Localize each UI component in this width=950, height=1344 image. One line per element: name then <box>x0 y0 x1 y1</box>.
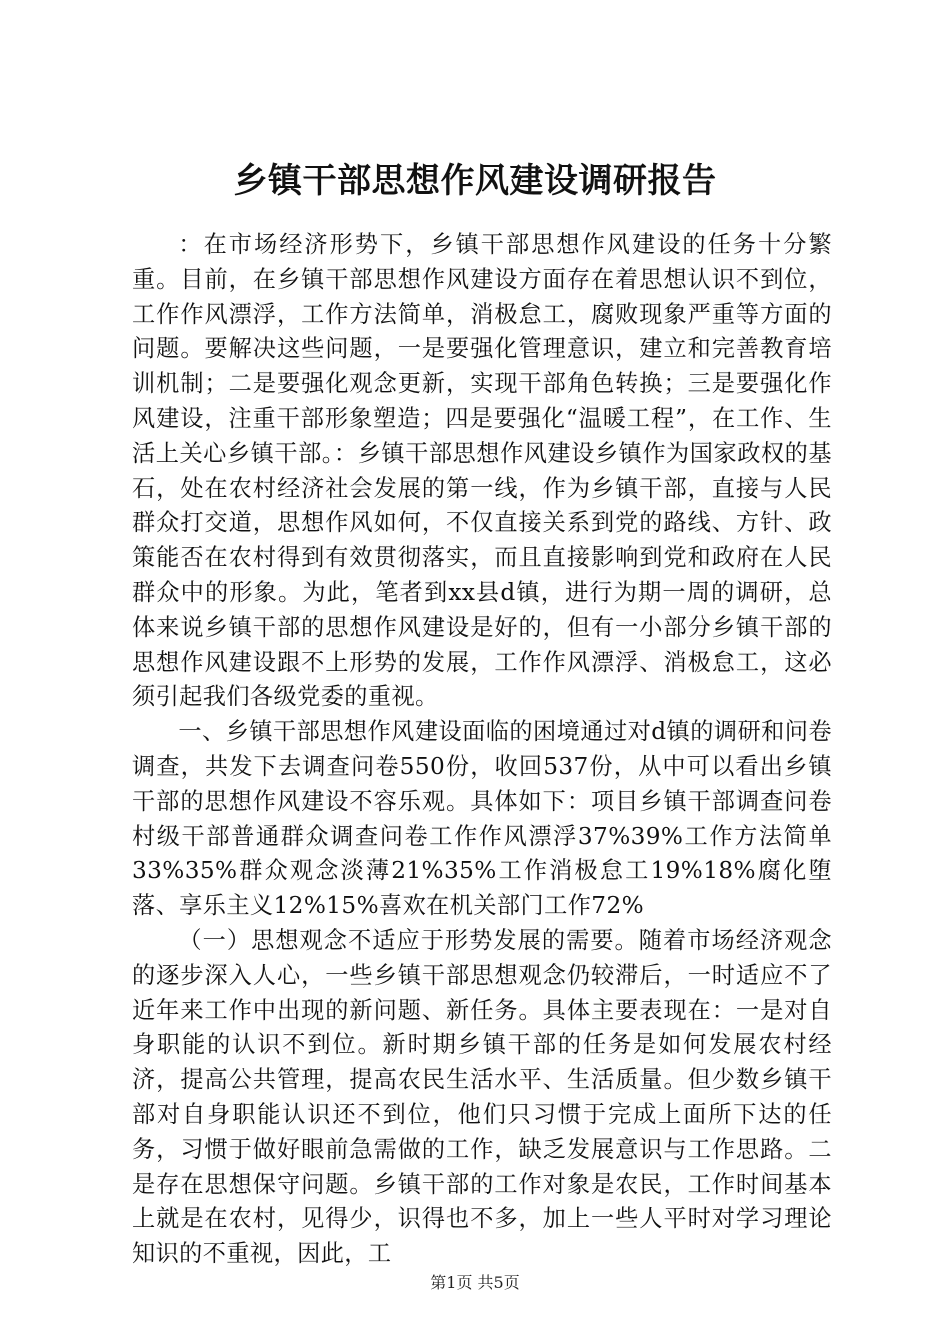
paragraph-subsection-1: （一）思想观念不适应于形势发展的需要。随着市场经济观念的逐步深入人心，一些乡镇干部思想观念仍较滞后，一时适应不了近年来工作中出现的新问题、新任务。具体主要表现在：一是对自身职能的认识不到位。新时期乡镇干部的任务是如何发展农村经济，提高公共管理，提高农民生活水平、生活质量。但少数乡镇干部对自身职能认识还不到位，他们只习惯于完成上面所下达的任务，习惯于做好眼前急需做的工作，缺乏发展意识与工作思路。二是存在思想保守问题。乡镇干部的工作对象是农民，工作时间基本上就是在农村，见得少，识得也不多，加上一些人平时对学习理论知识的不重视，因此，工 <box>132 926 832 1268</box>
document-body <box>132 228 832 1272</box>
document-title: 乡镇干部思想作风建设调研报告 <box>233 161 717 201</box>
paragraph-section-1: 一、乡镇干部思想作风建设面临的困境通过对d镇的调研和问卷调查，共发下去调查问卷550份，收回537份，从中可以看出乡镇干部的思想作风建设不容乐观。具体如下：项目乡镇干部调查问卷村级干部普通群众调查问卷工作作风漂浮37%39%工作方法简单33%35%群众观念淡薄21%35%工作消极怠工19%18%腐化堕落、享乐主义12%15%喜欢在机关部门工作72% <box>132 718 832 920</box>
page-number-footer: 第1页 共5页 <box>430 1273 520 1292</box>
paragraph-abstract: ：在市场经济形势下，乡镇干部思想作风建设的任务十分繁重。目前，在乡镇干部思想作风建设方面存在着思想认识不到位，工作作风漂浮，工作方法简单，消极怠工，腐败现象严重等方面的问题。要解决这些问题，一是要强化管理意识，建立和完善教育培训机制；二是要强化观念更新，实现干部角色转换；三是要强化作风建设，注重干部形象塑造；四是要强化“温暖工程”，在工作、生活上关心乡镇干部。：乡镇干部思想作风建设乡镇作为国家政权的基石，处在农村经济社会发展的第一线，作为乡镇干部，直接与人民群众打交道，思想作风如何，不仅直接关系到党的路线、方针、政策能否在农村得到有效贯彻落实，而且直接影响到党和政府在人民群众中的形象。为此，笔者到xx县d镇，进行为期一周的调研，总体来说乡镇干部的思想作风建设是好的，但有一小部分乡镇干部的思想作风建设跟不上形势的发展，工作作风漂浮、消极怠工，这必须引起我们各级党委的重视。 <box>132 231 832 711</box>
